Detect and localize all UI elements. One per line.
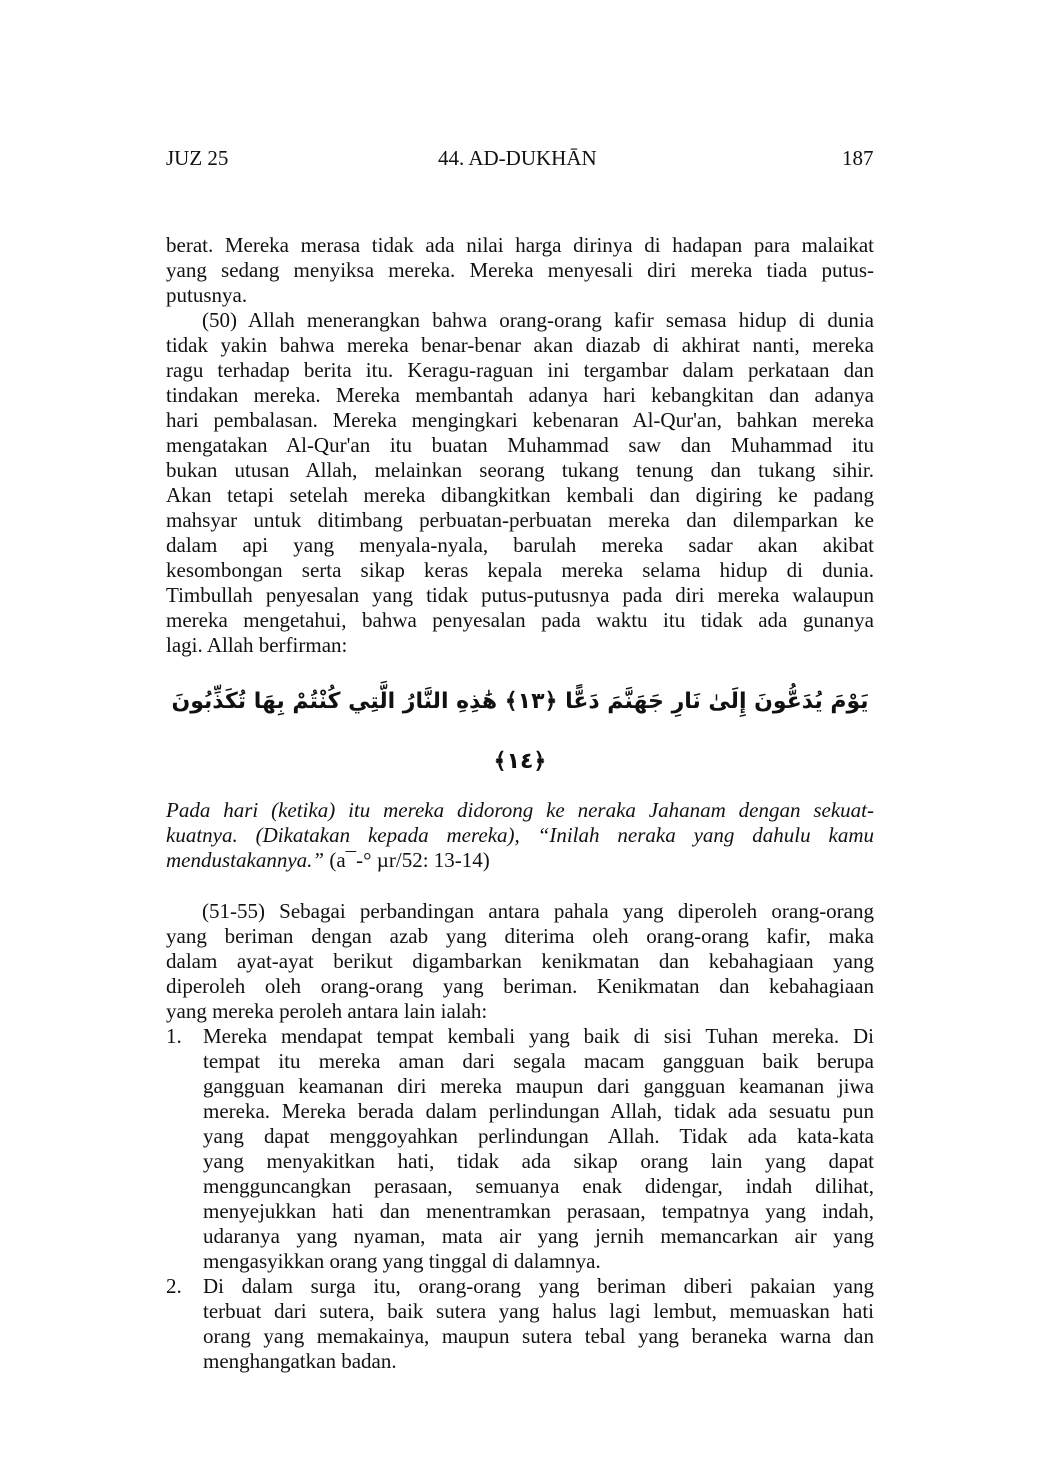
text-line: berat. Mereka merasa tidak ada nilai harga dirinya di hadapan para malaikat [166, 233, 874, 257]
text-line: tidak yakin bahwa mereka benar-benar akan diazab di akhirat nanti, mereka [166, 333, 874, 357]
text-line: dalam api yang menyala-nyala, barulah mereka sadar akan akibat [166, 533, 874, 557]
text-line: mengatakan Al-Qur'an itu buatan Muhammad saw dan Muhammad itu [166, 433, 874, 457]
text-line: Akan tetapi setelah mereka dibangkitkan kembali dan digiring ke padang [166, 483, 874, 507]
page-body [166, 233, 874, 1374]
text-line: bukan utusan Allah, melainkan seorang tukang tenung dan tukang sihir. [166, 458, 874, 482]
text-line: putusnya. [166, 283, 248, 307]
verse-translation [166, 798, 874, 873]
list-item [166, 1024, 874, 1274]
paragraph-50 [166, 308, 874, 658]
text-line: diperoleh oleh orang-orang yang beriman. Kenikmatan dan kebahagiaan [166, 974, 874, 998]
list-item [166, 1274, 874, 1374]
page-number: 187 [842, 146, 874, 170]
text-line: menghangatkan badan. [203, 1349, 397, 1373]
list-number: 2. [166, 1274, 182, 1298]
running-header-juz: JUZ 25 [166, 146, 229, 170]
text-line: yang dapat menggoyahkan perlindungan Allah. Tidak ada kata-kata [203, 1124, 874, 1148]
paragraph-continuation [166, 233, 874, 308]
text-line: hari pembalasan. Mereka mengingkari kebenaran Al-Qur'an, bahkan mereka [166, 408, 874, 432]
text-line: mereka. Mereka berada dalam perlindungan Allah, tidak ada sesuatu pun [203, 1099, 874, 1123]
text-line: mereka mengetahui, bahwa penyesalan pada waktu itu tidak ada gunanya [166, 608, 874, 632]
quran-verse-arabic: يَوْمَ يُدَعُّونَ إِلَىٰ نَارِ جَهَنَّمَ دَعًّا ﴿١٣﴾ هَٰذِهِ النَّارُ الَّتِي كُنْتُمْ بِهَا تُكَذِّبُونَ ﴿١٤﴾ [171, 689, 869, 774]
list-number: 1. [166, 1024, 182, 1048]
verse-citation: (a¯-° µr/52: 13-14) [324, 848, 490, 872]
text-line: terbuat dari sutera, baik sutera yang halus lagi lembut, memuaskan hati [203, 1299, 874, 1323]
text-line: ragu terhadap berita itu. Keragu-raguan ini tergambar dalam perkataan dan [166, 358, 874, 382]
text-line: udaranya yang nyaman, mata air yang jernih memancarkan air yang [203, 1224, 874, 1248]
text-line: kuatnya. (Dikatakan kepada mereka), “Inilah neraka yang dahulu kamu [166, 823, 874, 847]
text-line: tindakan mereka. Mereka membantah adanya hari kebangkitan dan adanya [166, 383, 874, 407]
text-line: Timbullah penyesalan yang tidak putus-putusnya pada diri mereka walaupun [166, 583, 874, 607]
text-line: mendustakannya.” (a¯-° µr/52: 13-14) [166, 848, 490, 872]
text-line: Mereka mendapat tempat kembali yang baik di sisi Tuhan mereka. Di [203, 1024, 874, 1048]
text-line: mahsyar untuk ditimbang perbuatan-perbuatan mereka dan dilemparkan ke [166, 508, 874, 532]
text-line: tempat itu mereka aman dari segala macam gangguan baik berupa [203, 1049, 874, 1073]
text-line: orang yang memakainya, maupun sutera tebal yang beraneka warna dan [203, 1324, 874, 1348]
text-line: yang mereka peroleh antara lain ialah: [166, 999, 488, 1023]
text-line: gangguan keamanan diri mereka maupun dari gangguan keamanan jiwa [203, 1074, 874, 1098]
text-line: Pada hari (ketika) itu mereka didorong ke neraka Jahanam dengan sekuat- [166, 798, 874, 822]
text-line: lagi. Allah berfirman: [166, 633, 348, 657]
text-line: mengasyikkan orang yang tinggal di dalamnya. [203, 1249, 601, 1273]
running-header-surah: 44. AD-DUKHĀN [438, 146, 597, 170]
text-line: menyejukkan hati dan menentramkan perasaan, tempatnya yang indah, [203, 1199, 874, 1223]
text-line: Di dalam surga itu, orang-orang yang beriman diberi pakaian yang [203, 1274, 874, 1298]
text-line: dalam ayat-ayat berikut digambarkan kenikmatan dan kebahagiaan yang [166, 949, 874, 973]
text-line: yang menyakitkan hati, tidak ada sikap orang lain yang dapat [203, 1149, 874, 1173]
text-line: yang sedang menyiksa mereka. Mereka menyesali diri mereka tiada putus- [166, 258, 874, 282]
text-line: yang beriman dengan azab yang diterima oleh orang-orang kafir, maka [166, 924, 874, 948]
text-line: mengguncangkan perasaan, semuanya enak didengar, indah dilihat, [203, 1174, 874, 1198]
text-line: (51-55) Sebagai perbandingan antara pahala yang diperoleh orang-orang [202, 899, 874, 923]
benefits-list [166, 1024, 874, 1374]
text-line: kesombongan serta sikap keras kepala mereka selama hidup di dunia. [166, 558, 874, 582]
paragraph-51-55 [166, 899, 874, 1024]
text-line: (50) Allah menerangkan bahwa orang-orang kafir semasa hidup di dunia [202, 308, 874, 332]
